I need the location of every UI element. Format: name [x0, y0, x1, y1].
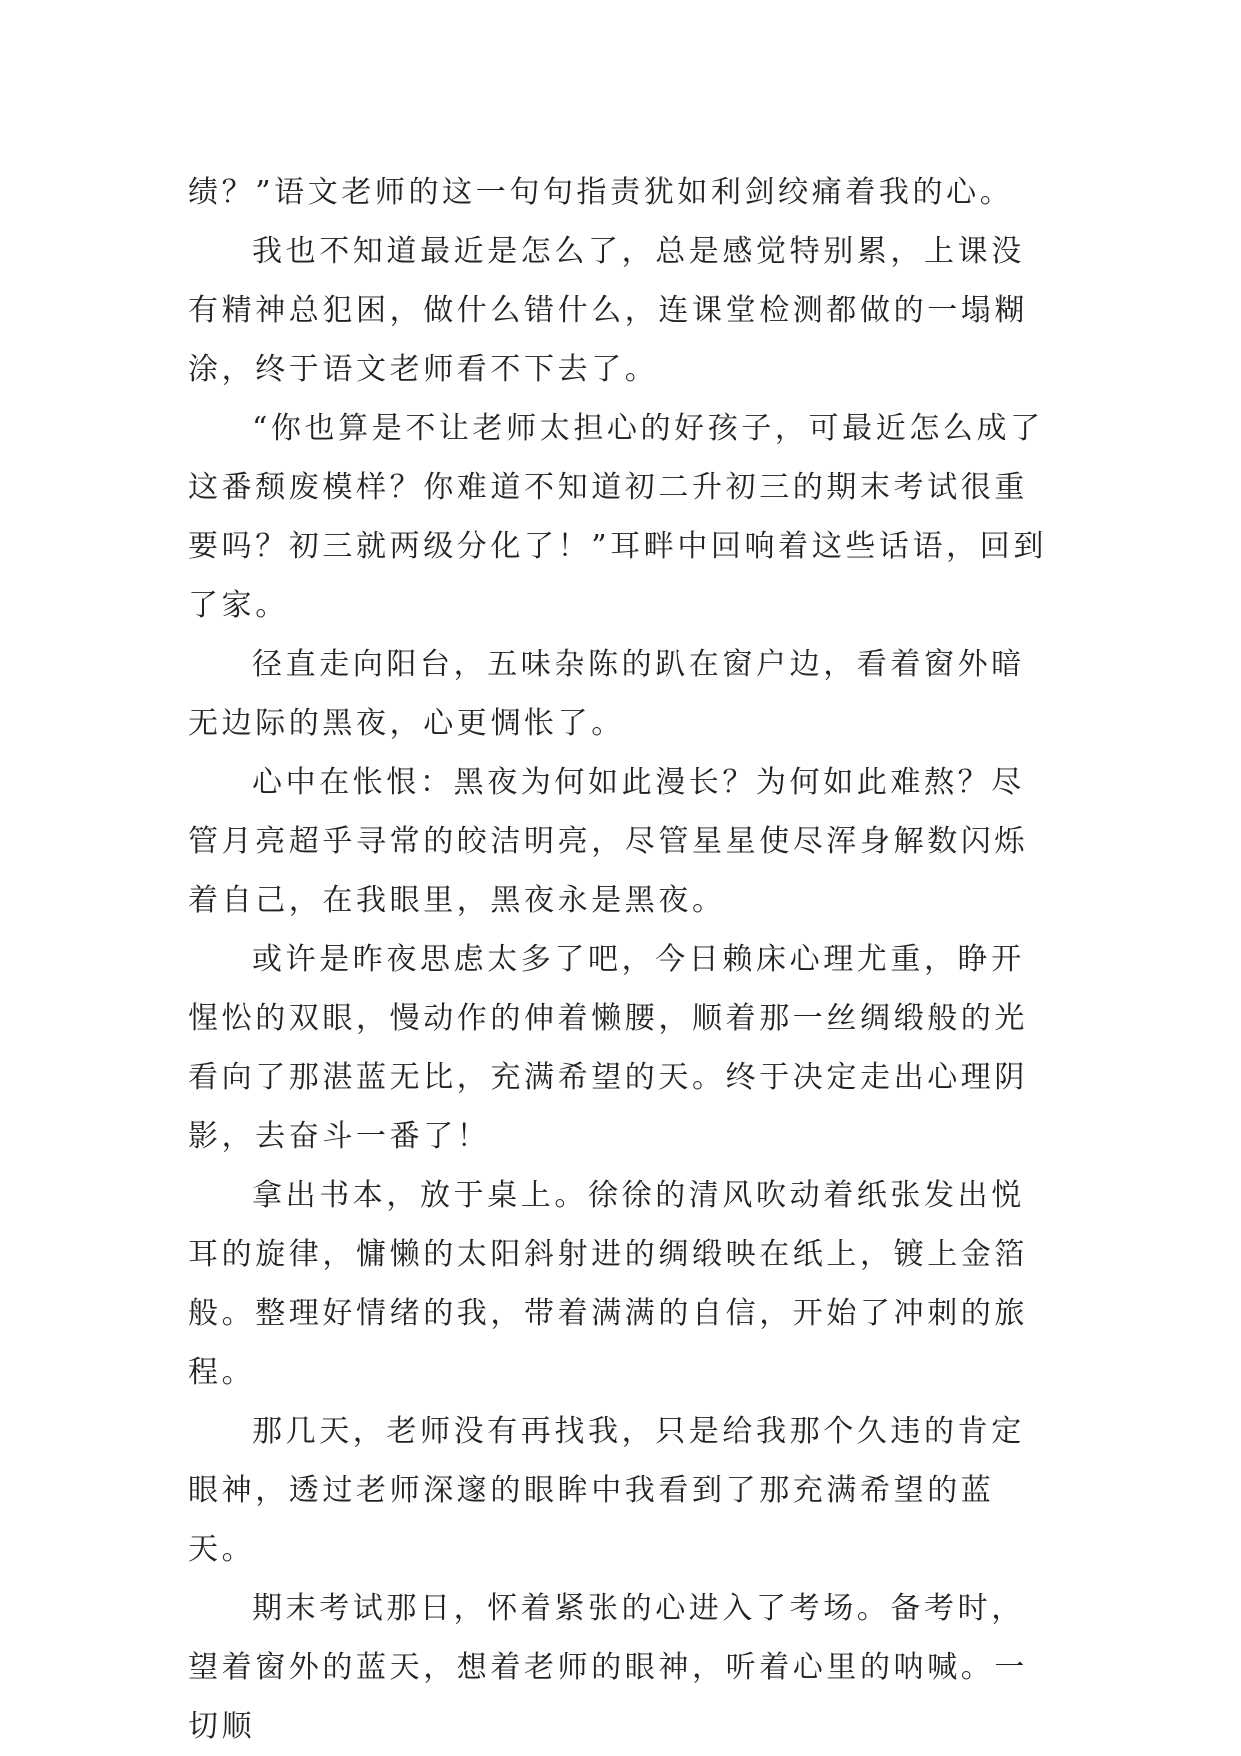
paragraph-5: 心中在怅恨：黑夜为何如此漫长？为何如此难熬？尽管月亮超乎寻常的皎洁明亮，尽管星星使尽浑身解数闪烁着自己，在我眼里，黑夜永是黑夜。 — [188, 765, 1028, 918]
paragraph-9: 期末考试那日，怀着紧张的心进入了考场。备考时，望着窗外的蓝天，想着老师的眼神，听着心里的呐喊。一切顺 — [188, 1591, 1028, 1744]
paragraph-8: 那几天，老师没有再找我，只是给我那个久违的肯定眼神，透过老师深邃的眼眸中我看到了那充满希望的蓝天。 — [188, 1414, 1025, 1567]
paragraph-3: “你也算是不让老师太担心的好孩子，可最近怎么成了这番颓废模样？你难道不知道初二升初三的期末考试很重要吗？初三就两级分化了！”耳畔中回响着这些话语，回到了家。 — [188, 411, 1047, 623]
paragraph-6: 或许是昨夜思虑太多了吧，今日赖床心理尤重，睁开惺忪的双眼，慢动作的伸着懒腰，顺着那一丝绸缎般的光看向了那湛蓝无比，充满希望的天。终于决定走出心理阴影，去奋斗一番了！ — [188, 942, 1028, 1154]
paragraph-4: 径直走向阳台，五味杂陈的趴在窗户边，看着窗外暗无边际的黑夜，心更惆怅了。 — [188, 647, 1025, 741]
paragraph-1: 绩？”语文老师的这一句句指责犹如利剑绞痛着我的心。 — [188, 175, 1014, 210]
paragraph-7: 拿出书本，放于桌上。徐徐的清风吹动着纸张发出悦耳的旋律，慵懒的太阳斜射进的绸缎映在纸上，镀上金箔般。整理好情绪的我，带着满满的自信，开始了冲刺的旅程。 — [188, 1178, 1028, 1390]
document-body — [188, 163, 1058, 1756]
paragraph-2: 我也不知道最近是怎么了，总是感觉特别累，上课没有精神总犯困，做什么错什么，连课堂检测都做的一塌糊涂，终于语文老师看不下去了。 — [188, 234, 1028, 387]
